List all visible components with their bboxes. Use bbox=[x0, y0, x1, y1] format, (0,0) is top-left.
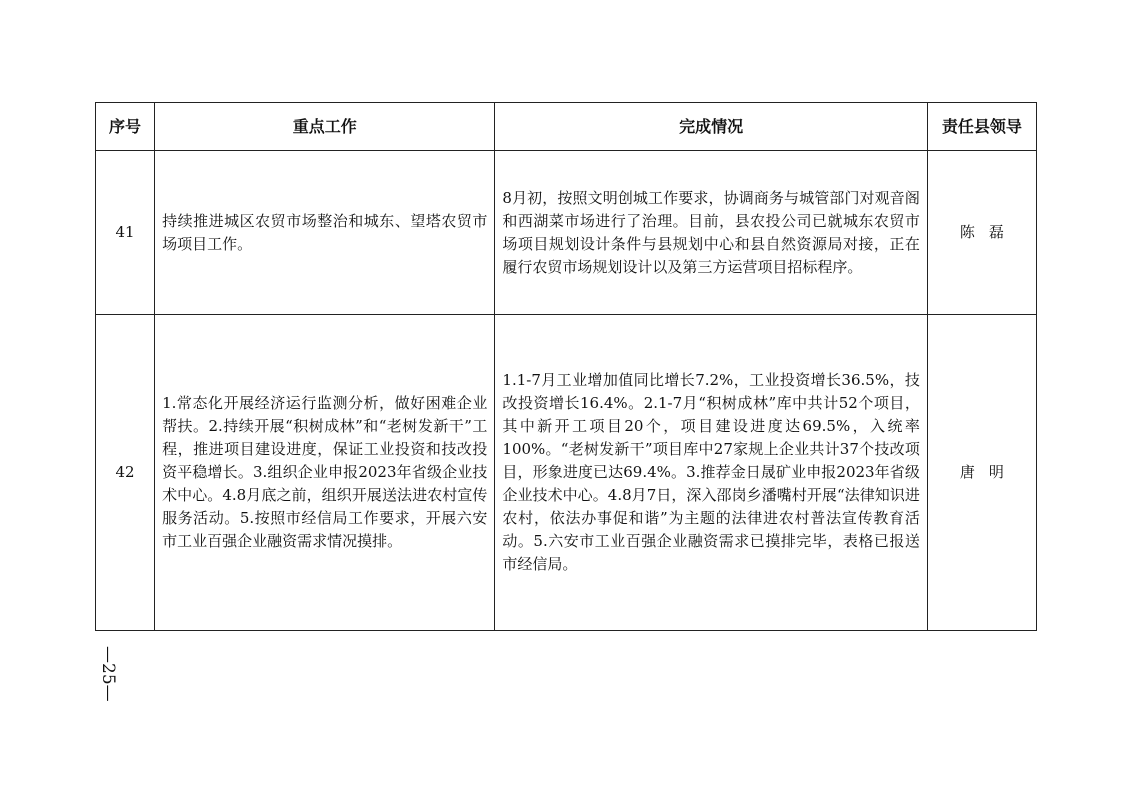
header-key-work: 重点工作 bbox=[155, 103, 495, 151]
header-responsible-leader: 责任县领导 bbox=[927, 103, 1036, 151]
row-responsible-leader bbox=[927, 151, 1036, 315]
work-progress-table bbox=[95, 102, 1037, 631]
row-key-work: 持续推进城区农贸市场整治和城东、望塔农贸市场项目工作。 bbox=[155, 151, 495, 315]
row-key-work: 1.常态化开展经济运行监测分析，做好困难企业帮扶。2.持续开展“积树成林”和“老树发新干”工程，推进项目建设进度，保证工业投资和技改投资平稳增长。3.组织企业申报2023年省级企业技术中心。4.8月底之前，组织开展送法进农村宣传服务活动。5.按照市经信局工作要求，开展六安市工业百强企业融资需求情况摸排。 bbox=[155, 315, 495, 631]
row-responsible-leader bbox=[927, 315, 1036, 631]
table-row bbox=[96, 315, 1037, 631]
row-serial-number: 41 bbox=[96, 151, 155, 315]
row-completion-status: 1.1-7月工业增加值同比增长7.2%，工业投资增长36.5%，技改投资增长16.4%。2.1-7月“积树成林”库中共计52个项目，其中新开工项目20个，项目建设进度达69.5%，入统率100%。“老树发新干”项目库中27家规上企业共计37个技改项目，形象进度已达69.4%。3.推荐金日晟矿业申报2023年省级企业技术中心。4.8月7日，深入邵岗乡潘嘴村开展“法律知识进农村，依法办事促和谐”为主题的法律进农村普法宣传教育活动。5.六安市工业百强企业融资需求已摸排完毕，表格已报送市经信局。 bbox=[495, 315, 927, 631]
leader-name: 陈磊 bbox=[959, 223, 1018, 241]
leader-name: 唐明 bbox=[959, 463, 1018, 481]
row-serial-number: 42 bbox=[96, 315, 155, 631]
table-row bbox=[96, 151, 1037, 315]
page-number: —25— bbox=[98, 646, 118, 702]
table-header-row bbox=[96, 103, 1037, 151]
header-serial-number: 序号 bbox=[96, 103, 155, 151]
header-completion-status: 完成情况 bbox=[495, 103, 927, 151]
row-completion-status: 8月初，按照文明创城工作要求，协调商务与城管部门对观音阁和西湖菜市场进行了治理。目前，县农投公司已就城东农贸市场项目规划设计条件与县规划中心和县自然资源局对接，正在履行农贸市场规划设计以及第三方运营项目招标程序。 bbox=[495, 151, 927, 315]
